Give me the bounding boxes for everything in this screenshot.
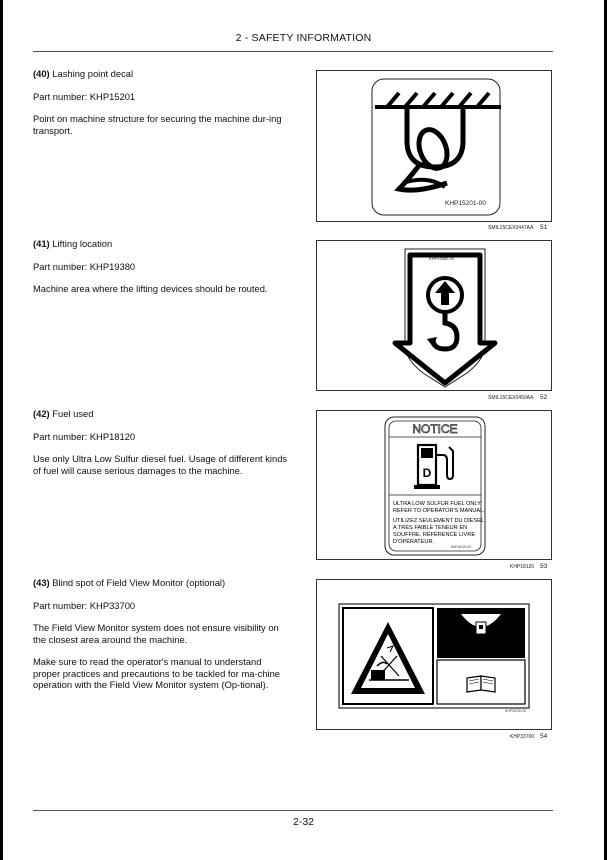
part-number: Part number: KHP18120	[33, 430, 136, 442]
item-title: Fuel used	[52, 408, 94, 419]
page-number: 2-32	[292, 816, 314, 828]
fuel-d-glyph: D	[422, 466, 432, 480]
item-number: (40)	[33, 68, 50, 79]
section-title	[33, 577, 291, 589]
page-frame-left	[0, 0, 3, 860]
item-title: Lifting location	[52, 238, 113, 249]
decal-code: KHP19380-00	[429, 256, 455, 261]
footer-rule	[33, 810, 553, 811]
section-lifting-location	[33, 238, 291, 306]
item-description: The Field View Monitor system does not ensure visibility on the closest area around the machine.	[33, 622, 279, 645]
item-number: (42)	[33, 408, 50, 419]
section-blind-spot	[33, 577, 291, 702]
decal-code: KHP15201-00	[445, 200, 486, 207]
figure-code: SMIL15CEX0447AA	[488, 225, 534, 231]
figure-blind-spot	[316, 579, 552, 730]
item-description-2: Make sure to read the operator's manual to understand proper practices and precautions to be tackled for ma-chine operation with the Field View Monitor system (Op-tional).	[33, 656, 281, 690]
figure-number: 52	[540, 394, 548, 401]
section-lashing-point	[33, 68, 291, 147]
item-title: Lashing point decal	[52, 68, 134, 79]
figure-code: SMIL15CEX0450AA	[488, 395, 534, 401]
notice-line: UTILIZEZ SEULEMENT DU DIESEL	[393, 518, 484, 524]
part-number: Part number: KHP33700	[33, 599, 136, 611]
notice-line: ULTRA LOW SULFUR FUEL ONLY.	[393, 501, 482, 507]
figure-code: KHP18120	[510, 564, 535, 570]
figure-lifting-location	[316, 240, 552, 391]
item-number: (41)	[33, 238, 50, 249]
item-description: Point on machine structure for securing the machine dur-ing transport.	[33, 113, 282, 136]
notice-line: REFER TO OPERATOR'S MANUAL.	[393, 508, 485, 514]
item-number: (43)	[33, 577, 50, 588]
lifting-decal-graphic	[317, 241, 553, 392]
notice-line: D'OPÉRATEUR.	[393, 539, 435, 545]
figure-number: 53	[540, 563, 548, 570]
part-number: Part number: KHP15201	[33, 90, 136, 102]
blind-spot-decal-graphic	[317, 580, 553, 731]
page-header: 2 - SAFETY INFORMATION	[235, 32, 372, 44]
notice-line: A TRÈS FAIBLE TENEUR EN	[393, 525, 468, 531]
section-title	[33, 408, 291, 420]
header-rule	[33, 51, 553, 52]
section-title	[33, 68, 291, 80]
item-description: Use only Ultra Low Sulfur diesel fuel. Usage of different kinds of fuel will cause serious damages to the machine.	[33, 453, 288, 476]
decal-code: KHP33700-00	[505, 709, 527, 713]
figure-number: 54	[540, 733, 548, 740]
part-number: Part number: KHP19380	[33, 260, 136, 272]
notice-title: NOTICE	[412, 422, 458, 436]
item-title: Blind spot of Field View Monitor (optional)	[52, 577, 226, 588]
figure-number: 51	[540, 224, 548, 231]
notice-line: SOUFFRE. RÉFÉRENCE LIVRE	[393, 532, 476, 538]
figure-lashing-point	[316, 70, 552, 222]
decal-code: KHP18120-00	[451, 545, 472, 549]
fuel-notice-graphic	[317, 411, 553, 561]
section-title	[33, 238, 291, 250]
item-description: Machine area where the lifting devices should be routed.	[33, 283, 268, 294]
section-fuel-used	[33, 408, 291, 487]
lashing-decal-graphic	[317, 71, 553, 223]
figure-fuel-used	[316, 410, 552, 560]
figure-code: KHP33700	[510, 734, 535, 740]
